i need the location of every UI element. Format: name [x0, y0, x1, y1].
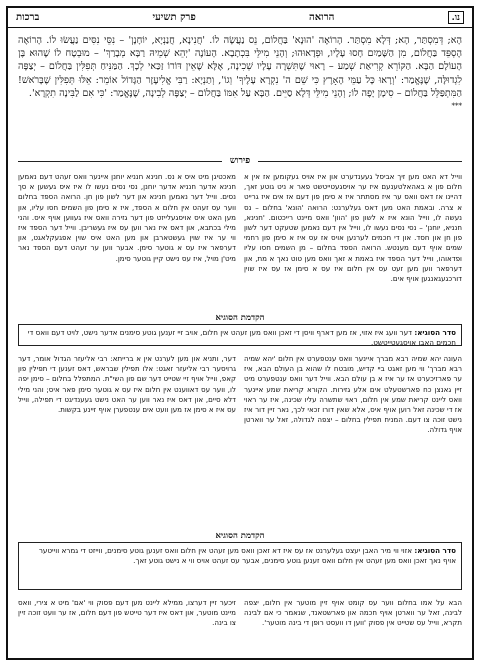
section3-left-text: זיכער זיין דערצו, ממילא ליינט מען דעם פסוק ווי 'אם' מיט א צירי, וואס מיינט מוטער, און דאס איז דער טייטש פון דעם חלום, אז ער וועט זוכה זיין צו בינה. [18, 598, 236, 628]
commentary-column-right [244, 172, 462, 307]
commentary-right-text: ווייל דא האט מען זיך אביסל געענדערט און איז אויס געקומען אז אין א חלום פון א באהאלטענעם איז ער אויסגעטייטשט פאר א ניט גוטע זאך, דהיינו אז דאס וואס ער איז מסתתר איז א סימן פון דעם אז אים איז גרייט א צרה. ובאמת האט מען דאס געלערנט: הרואה 'הונא' בחלום – נס נעשה לו, ווייל הונא איז א לשון פון 'הוון' וואס מיינט רייכטום. 'חנינא, חנניא, יוחנן' – נסי נסים נעשו לו, ווייל אין דעם נאמען שטעקט דער לשון פון חן און חסד. און די חכמים לערנען אויס אז עס איז א סימן פון רחמי שמים אויף דעם מענטש. הרואה הספד בחלום – מן השמים חסו עליו ופדאוהו, ווייל דער הספד איז באמת א זאך וואס מען טוט נאך א מת, און דערפאר ווען מען זעט עס אין חלום איז עס א סימן אז עס איז שוין דורכגעגאנגען אויף אים. [244, 172, 462, 284]
running-header [8, 8, 472, 28]
page-frame [6, 6, 474, 660]
intro1-text: דער וועג איז אזוי, אז מען דארף וויסן די זאכן וואס מען זעהט אין חלום, אויב זיי זענען גוטע סימנים אדער נישט, לויט דעם וואס די חכמים האבן אויסגעטייטשט. [27, 328, 456, 346]
section2-left-text: דער, ותניא און מען לערנט אין א ברייתא: רבי אליעזר הגדול אומר, דער גרויסער רבי אליעזר זאגט: אלו תפילין שבראש, דאס זענען די תפילין פון קאפ, ווייל אויף זיי שטייט דער שם פון השי"ת. המתפלל בחלום – סימן יפה לו, ווער עס דאווענט אין חלום איז עס א גוטער סימן פאר איס; והני מילי דלא סיים, און דאס איז נאר ווען ער האט נישט געענדיגט די תפילה, ווייל עס איז א סימן אז מען וועט אים ענטפערן אויף זיינע בקשות. [18, 354, 236, 415]
header-title-left: הרואה [309, 12, 335, 23]
intro1-heading: הקדמת הסוגיא [215, 313, 265, 323]
commentary-column-left [18, 172, 236, 307]
section2-column-left [18, 354, 236, 524]
section3-column-right [244, 598, 462, 656]
section2-right-text: העונה יהא שמיה רבא מברך איינער וואס ענטפערט אין חלום 'יהא שמיה רבא מברך' ווי מען זאגט ביי קדיש, מובטח לו שהוא בן העולם הבא, איז ער פארזיכערט אז ער איז א בן עולם הבא. ווייל דער וואס ענטפערט מיט זיין גאנצן כח פארשטעלט אים אלע גזירות. הקורא קריאת שמע איינער וואס ליינט קריאת שמע אין חלום, ראוי שתשרה עליו שכינה, איז ער ראוי אז די שכינה זאל רוען אויף איס, אלא שאין דורו זכאי לכך, נאר זיין דור איז נישט זוכה צו דעם. המניח תפילין בחלום – יצפה לגדולה, זאל ער ווארטן אויף גדולה. [244, 354, 462, 435]
commentary-title: פירוש [8, 155, 472, 166]
intro2-text: אזוי ווי מיר האבן יעצט געלערנט אז עס איז דא זאכן וואס מען זעהט אין חלום וואס זענען גוטע סימנים, ווייזט די גמרא ווייטער אויף נאך זאכן וואס מען זעהט אין חלום וואס זענען גוטע סימנים, אבער עס זעהט אויס ווי א נישט גוטע זאך. [38, 546, 456, 565]
commentary-left-text: מאכטיגן מיט איס א נס. חנינא חנניא יוחנן איינער וואס זעהט דעם נאמען חנינא אדער חנניא אדער יוחנן, נסי נסים נעשו לו איז איס געשען א סך נסים. ווייל דער נאמען חנינא און דער לשון פון חן. הרואה הספד בחלום ווער עס זעהט אין חלום א הספד, איז א סימן פון השמים חסו עליו, און מען האט איס אויסגעלייזט פון דער גזירה וואס איז געווען אויף איס. והני מילי בכתבא, און דאס איז נאר ווען עס איז געשריבן. ווייל דער הספד איז ווי ער איז שוין געשטארבן און מען האט איס שוין אפגעקלאגט, און דערפאר איז עס א גוטער סימן. אבער ווען ער זעהט דעם הספד נאר מיט'ן מויל, איז עס נישט קיין גוטער סימן. [18, 172, 236, 263]
header-title-center: פרק תשיעי [152, 12, 196, 23]
intro2-heading: הקדמת הסוגיא [215, 531, 265, 541]
intro1-label: סדר הסוגיא: [414, 328, 456, 337]
section2-column-right [244, 354, 462, 524]
page-number: נו. [448, 11, 464, 24]
section3-right-text: הבא על אמו בחלום ווער עס קומט אויף זיין מוטער אין חלום, יצפה לבינה, זאל ער ווארטן אויף חכמה און פארשטאנד, שנאמר כי אם לבינה תקרא, ווייל עס שטייט אין פסוק 'ווען דו וועסט רופן די בינה מוטער'. [244, 598, 462, 628]
gemara-text-block [18, 34, 462, 154]
gemara-footnote-mark: *** [451, 102, 462, 111]
intro1-box [18, 324, 462, 346]
section3-column-left [18, 598, 236, 656]
intro2-label: סדר הסוגיא: [414, 546, 456, 555]
header-title-right: ברכות [16, 12, 40, 23]
intro2-box [18, 542, 462, 590]
gemara-text: הָא; דְּמִסְתַּר, הָא; דְּלָא מִסְתַּר. הָרוֹאֶה 'הוּנָא' בַּחֲלוֹם, נֵס נַעֲשָׂה לוֹ. 'חֲנִינָא, חֲנַנְיָא, יוֹחָנָן' – נִסֵּי נִסִּים נַעֲשׂוּ לוֹ. הָרוֹאֶה הֶסְפֵּד בַּחֲלוֹם, מִן הַשָּׁמַיִם חָסוּ עָלָיו, וּפְדָאוּהוּ; וְהָנֵי מִילֵּי בִּכְתָבָא. הָעוֹנֶה 'יְהֵא שְׁמֵיהּ רַבָּא מְבָרַךְ' – מוּבְטָח לוֹ שֶׁהוּא בֶּן הָעוֹלָם הַבָּא. הַקּוֹרֵא קְרִיאַת שְׁמַע – רָאוּי שֶׁתִּשְׁרֶה עָלָיו שְׁכִינָה, אֶלָּא שֶׁאֵין דּוֹרוֹ זַכַּאי לְכָךְ. הַמַּנִּיחַ תְּפִלִּין בַּחֲלוֹם – יְצַפֶּה לִגְדוּלָּה, שֶׁנֶּאֱמַר: 'וְרָאוּ כָּל עַמֵּי הָאָרֶץ כִּי שֵׁם ה' נִקְרָא עָלֶיךָ' וְגוֹ', וְתַנְיָא: רַבִּי אֱלִיעֶזֶר הַגָּדוֹל אוֹמֵר: אֵלּוּ תְּפִלִּין שֶׁבָּרֹאשׁ! הַמִּתְפַּלֵּל בַּחֲלוֹם – סִימָן יָפֶה לוֹ; וְהָנֵי מִילֵּי דְּלָא סַיֵּים. הַבָּא עַל אִמּוֹ בַּחֲלוֹם – יְצַפֶּה לְבִינָה, שֶׁנֶּאֱמַר: 'כִּי אִם לַבִּינָה תִקְרָא'. [18, 35, 462, 99]
